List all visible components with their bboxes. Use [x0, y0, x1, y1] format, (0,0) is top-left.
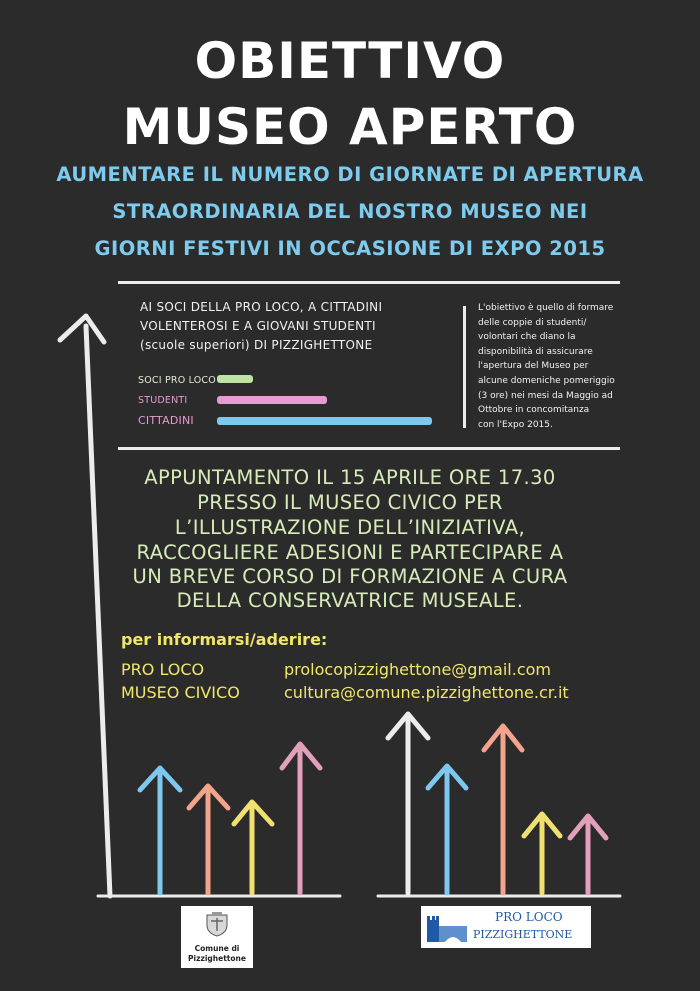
appointment-line-4: RACCOGLIERE ADESIONI E PARTECIPARE A — [136, 541, 564, 564]
side-note-line: Ottobre in concomitanza — [478, 405, 590, 416]
bar-label-cittadini: CITTADINI — [138, 414, 194, 427]
subtitle-line-3: GIORNI FESTIVI IN OCCASIONE DI EXPO 2015 — [94, 237, 606, 260]
chalk-divider-bottom — [118, 447, 620, 450]
logo-comune-label — [181, 944, 253, 964]
side-note-line: (3 ore) nei mesi da Maggio ad — [478, 390, 613, 401]
contact-name: MUSEO CIVICO — [121, 683, 240, 702]
arrow-up-icon — [388, 714, 428, 893]
bar-soci-pro-loco — [217, 375, 253, 383]
side-note-line: disponibilità di assicurare — [478, 346, 593, 357]
castle-icon — [425, 910, 469, 944]
appointment-line-2: PRESSO IL MUSEO CIVICO PER — [197, 491, 503, 514]
contact-email-link[interactable]: prolocopizzighettone@gmail.com — [284, 660, 551, 679]
appointment-line-3: L’ILLUSTRAZIONE DELL’INIZIATIVA, — [174, 516, 526, 539]
title-line-1: OBIETTIVO — [194, 32, 506, 90]
logo-comune — [181, 906, 253, 968]
contact-email-link[interactable]: cultura@comune.pizzighettone.cr.it — [284, 683, 569, 702]
appointment-line-1: APPUNTAMENTO IL 15 APRILE ORE 17.30 — [144, 466, 556, 489]
contact-name: PRO LOCO — [121, 660, 205, 679]
subtitle-line-1: AUMENTARE IL NUMERO DI GIORNATE DI APERTURA — [56, 163, 644, 186]
intro-line: VOLENTEROSI E A GIOVANI STUDENTI — [140, 319, 376, 333]
side-note-line: con l'Expo 2015. — [478, 419, 553, 430]
logo-pro-loco-town: PIZZIGHETTONE — [473, 928, 573, 941]
chalk-vertical-line — [463, 306, 466, 428]
arrow-up-icon — [140, 768, 180, 893]
title-line-2: MUSEO APERTO — [122, 98, 578, 156]
logo-comune-line: Pizzighettone — [188, 954, 246, 963]
arrow-up-icon — [428, 766, 466, 893]
intro-text — [140, 298, 440, 355]
bar-label-soci: SOCI PRO LOCO — [138, 375, 216, 386]
appointment-line-5: UN BREVE CORSO DI FORMAZIONE A CURA — [132, 565, 568, 588]
arrow-up-icon — [570, 816, 606, 893]
bar-studenti — [217, 396, 327, 404]
arrow-up-icon — [234, 802, 272, 893]
subtitle-line-2: STRAORDINARIA DEL NOSTRO MUSEO NEI — [112, 200, 588, 223]
bar-label-studenti: STUDENTI — [138, 395, 188, 406]
logo-pro-loco — [421, 906, 591, 948]
logo-comune-line: Comune di — [194, 944, 240, 953]
arrow-up-icon — [282, 744, 320, 893]
contacts-title: per informarsi/aderire: — [121, 630, 328, 649]
side-note — [478, 301, 628, 432]
intro-line: (scuole superiori) DI PIZZIGHETTONE — [140, 338, 373, 352]
side-note-line: delle coppie di studenti/ — [478, 317, 587, 328]
intro-line: AI SOCI DELLA PRO LOCO, A CITTADINI — [140, 300, 383, 314]
bar-cittadini — [217, 417, 432, 425]
logo-pro-loco-name: PRO LOCO — [495, 910, 563, 924]
arrow-up-icon — [524, 814, 560, 893]
appointment-line-6: DELLA CONSERVATRICE MUSEALE. — [176, 589, 524, 612]
arrow-up-icon — [189, 786, 228, 893]
side-note-line: l'apertura del Museo per — [478, 361, 589, 372]
chalk-divider-top — [118, 281, 620, 284]
side-note-line: alcune domeniche pomeriggio — [478, 375, 615, 386]
arrow-up-icon — [484, 726, 522, 893]
coat-of-arms-icon — [205, 911, 229, 937]
side-note-line: L'obiettivo è quello di formare — [478, 303, 614, 313]
side-note-line: volontari che diano la — [478, 332, 576, 343]
